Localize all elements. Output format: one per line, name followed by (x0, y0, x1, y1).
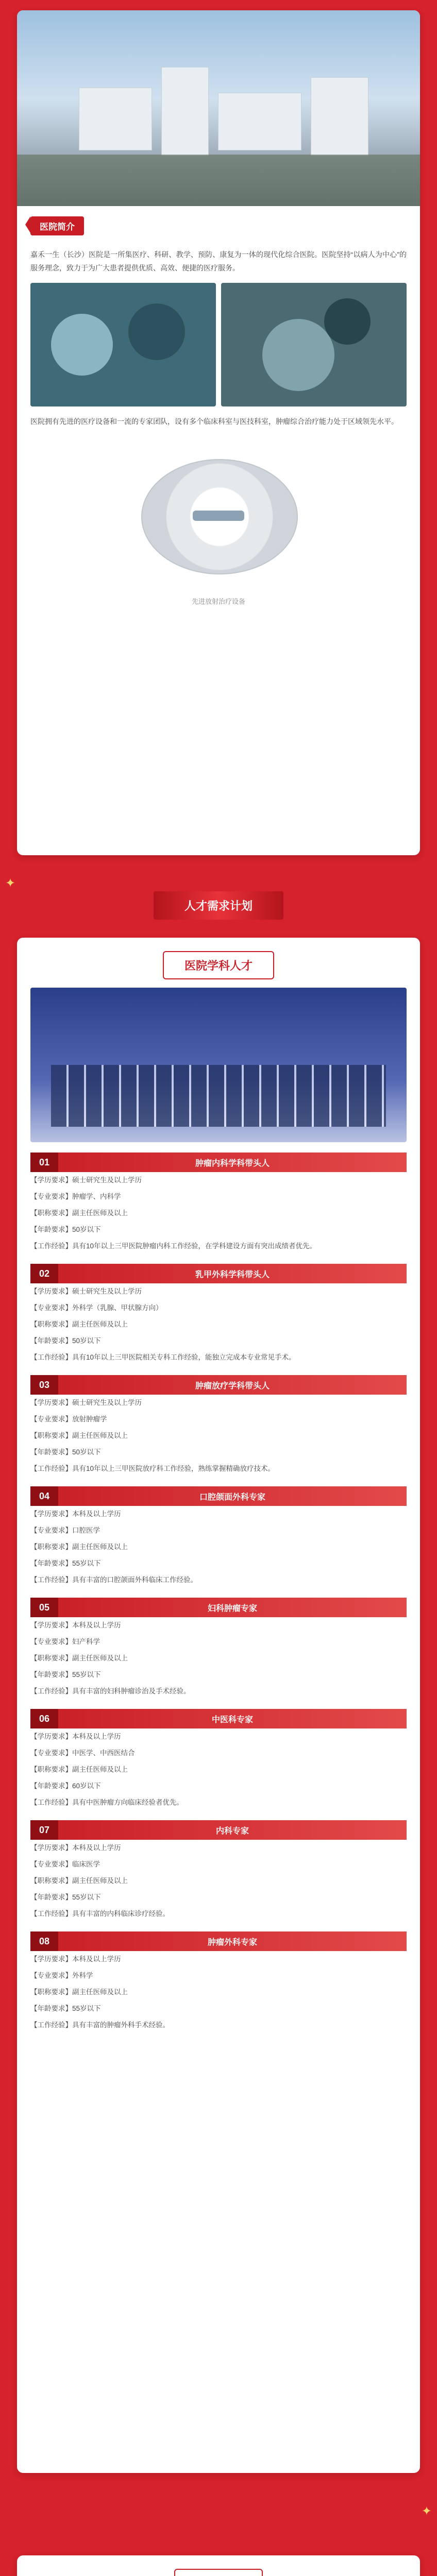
post-requirement: 【工作经验】具有中医肿瘤方向临床经验者优先。 (30, 1799, 183, 1806)
post-header (30, 1598, 407, 1617)
post-title: 内科专家 (215, 1826, 249, 1836)
post-header (30, 1931, 407, 1951)
talent-plan-card (17, 938, 420, 2473)
post-item (17, 1931, 420, 2033)
surgery-photo-1 (30, 283, 216, 406)
post-title: 口腔颌面外科专家 (199, 1493, 265, 1502)
post-requirement: 【工作经验】具有丰富的内科临床诊疗经验。 (30, 1910, 170, 1918)
talent-plan-banner: 人才需求计划 (154, 891, 283, 920)
post-item (17, 1598, 420, 1700)
post-requirement: 【工作经验】具有丰富的妇科肿瘤诊治及手术经验。 (30, 1687, 191, 1695)
post-title: 妇科肿瘤专家 (207, 1604, 257, 1613)
post-requirement: 【学历要求】本科及以上学历 (30, 1621, 121, 1629)
post-requirement: 【职称要求】副主任医师及以上 (30, 1543, 128, 1551)
hospital-intro-card (17, 10, 420, 855)
post-requirement: 【职称要求】副主任医师及以上 (30, 1320, 128, 1328)
post-title: 肿瘤放疗学科带头人 (195, 1381, 270, 1391)
post-title: 乳甲外科学科带头人 (195, 1270, 270, 1279)
post-item (17, 1375, 420, 1477)
hospital-intro-text: 嘉禾一生（长沙）医院是一所集医疗、科研、教学、预防、康复为一体的现代化综合医院。医院坚持“以病人为中心”的服务理念，致力于为广大患者提供优质、高效、便捷的医疗服务。 (30, 250, 407, 272)
surgery-photo-2 (221, 283, 407, 406)
post-requirement: 【学历要求】本科及以上学历 (30, 1844, 121, 1852)
post-requirement: 【年龄要求】55岁以下 (30, 2005, 101, 2012)
post-title: 中医科专家 (211, 1715, 253, 1724)
discipline-talent-title: 医院学科人才 (163, 951, 274, 979)
post-requirement: 【工作经验】具有10年以上三甲医院肿瘤内科工作经验，在学科建设方面有突出成绩者优先。 (30, 1242, 317, 1250)
post-header (30, 1486, 407, 1506)
post-requirement: 【专业要求】外科学（乳腺、甲状腺方向） (30, 1304, 163, 1312)
radiotherapy-device-image (110, 438, 327, 593)
post-number: 02 (30, 1264, 58, 1283)
post-item (17, 1486, 420, 1588)
post-header (30, 1709, 407, 1728)
post-requirement: 【工作经验】具有10年以上三甲医院相关专科工作经验，能独立完成本专业常见手术。 (30, 1353, 296, 1361)
post-requirement: 【职称要求】副主任医师及以上 (30, 1432, 128, 1439)
post-requirement: 【职称要求】副主任医师及以上 (30, 1766, 128, 1773)
post-requirement: 【工作经验】具有10年以上三甲医院放疗科工作经验，熟练掌握精确放疗技术。 (30, 1465, 275, 1472)
post-requirement: 【年龄要求】60岁以下 (30, 1782, 101, 1790)
post-header (30, 1264, 407, 1283)
post-requirement: 【年龄要求】50岁以下 (30, 1337, 101, 1345)
medical-talent-title (174, 2569, 263, 2576)
post-number: 08 (30, 1931, 58, 1951)
post-item (17, 1820, 420, 1922)
post-title: 肿瘤内科学科带头人 (195, 1159, 270, 1168)
post-requirement: 【专业要求】妇产科学 (30, 1638, 100, 1646)
post-requirement: 【学历要求】本科及以上学历 (30, 1733, 121, 1740)
post-number: 04 (30, 1486, 58, 1506)
post-requirement: 【职称要求】副主任医师及以上 (30, 1988, 128, 1996)
lantern-icon: ✦ (5, 876, 16, 890)
post-requirement: 【职称要求】副主任医师及以上 (30, 1877, 128, 1885)
post-title: 肿瘤外科专家 (207, 1938, 257, 1947)
talent-plan-banner-wrap (0, 891, 437, 920)
device-caption: 先进放射治疗设备 (191, 598, 245, 605)
post-item (17, 1264, 420, 1366)
post-requirement: 【工作经验】具有丰富的肿瘤外科手术经验。 (30, 2021, 170, 2029)
medical-talent-card (17, 2555, 420, 2576)
surgery-photo-row (17, 283, 420, 406)
hospital-aerial-photo (17, 10, 420, 206)
post-requirement: 【年龄要求】50岁以下 (30, 1448, 101, 1456)
post-number: 06 (30, 1709, 58, 1728)
post-requirement: 【年龄要求】55岁以下 (30, 1893, 101, 1901)
post-requirement: 【专业要求】中医学、中西医结合 (30, 1749, 135, 1757)
hospital-intro-text-2: 医院拥有先进的医疗设备和一流的专家团队，设有多个临床科室与医技科室，肿瘤综合治疗能力处于区域领先水平。 (30, 417, 398, 426)
post-requirement: 【学历要求】硕士研究生及以上学历 (30, 1287, 142, 1295)
post-requirement: 【年龄要求】55岁以下 (30, 1671, 101, 1679)
post-requirement: 【工作经验】具有丰富的口腔颌面外科临床工作经验。 (30, 1576, 197, 1584)
post-number: 07 (30, 1820, 58, 1840)
post-item (17, 1709, 420, 1811)
post-requirement: 【学历要求】硕士研究生及以上学历 (30, 1176, 142, 1184)
post-requirement: 【专业要求】放射肿瘤学 (30, 1415, 107, 1423)
post-requirement: 【专业要求】口腔医学 (30, 1527, 100, 1534)
post-requirement: 【学历要求】硕士研究生及以上学历 (30, 1399, 142, 1406)
post-requirement: 【年龄要求】55岁以下 (30, 1560, 101, 1567)
post-requirement: 【专业要求】肿瘤学、内科学 (30, 1193, 121, 1200)
post-requirement: 【职称要求】副主任医师及以上 (30, 1209, 128, 1217)
post-item (17, 1153, 420, 1255)
post-header (30, 1820, 407, 1840)
lantern-icon: ✦ (421, 2504, 432, 2518)
post-requirement: 【专业要求】临床医学 (30, 1860, 100, 1868)
post-requirement: 【职称要求】副主任医师及以上 (30, 1654, 128, 1662)
post-header (30, 1375, 407, 1395)
post-number: 03 (30, 1375, 58, 1395)
post-header (30, 1153, 407, 1172)
post-number: 05 (30, 1598, 58, 1617)
post-requirement: 【年龄要求】50岁以下 (30, 1226, 101, 1233)
posts-list (17, 1153, 420, 2033)
hospital-intro-tag: 医院简介 (30, 216, 84, 235)
post-requirement: 【专业要求】外科学 (30, 1972, 93, 1979)
post-requirement: 【学历要求】本科及以上学历 (30, 1510, 121, 1518)
team-photo (30, 988, 407, 1142)
post-number: 01 (30, 1153, 58, 1172)
post-requirement: 【学历要求】本科及以上学历 (30, 1955, 121, 1963)
